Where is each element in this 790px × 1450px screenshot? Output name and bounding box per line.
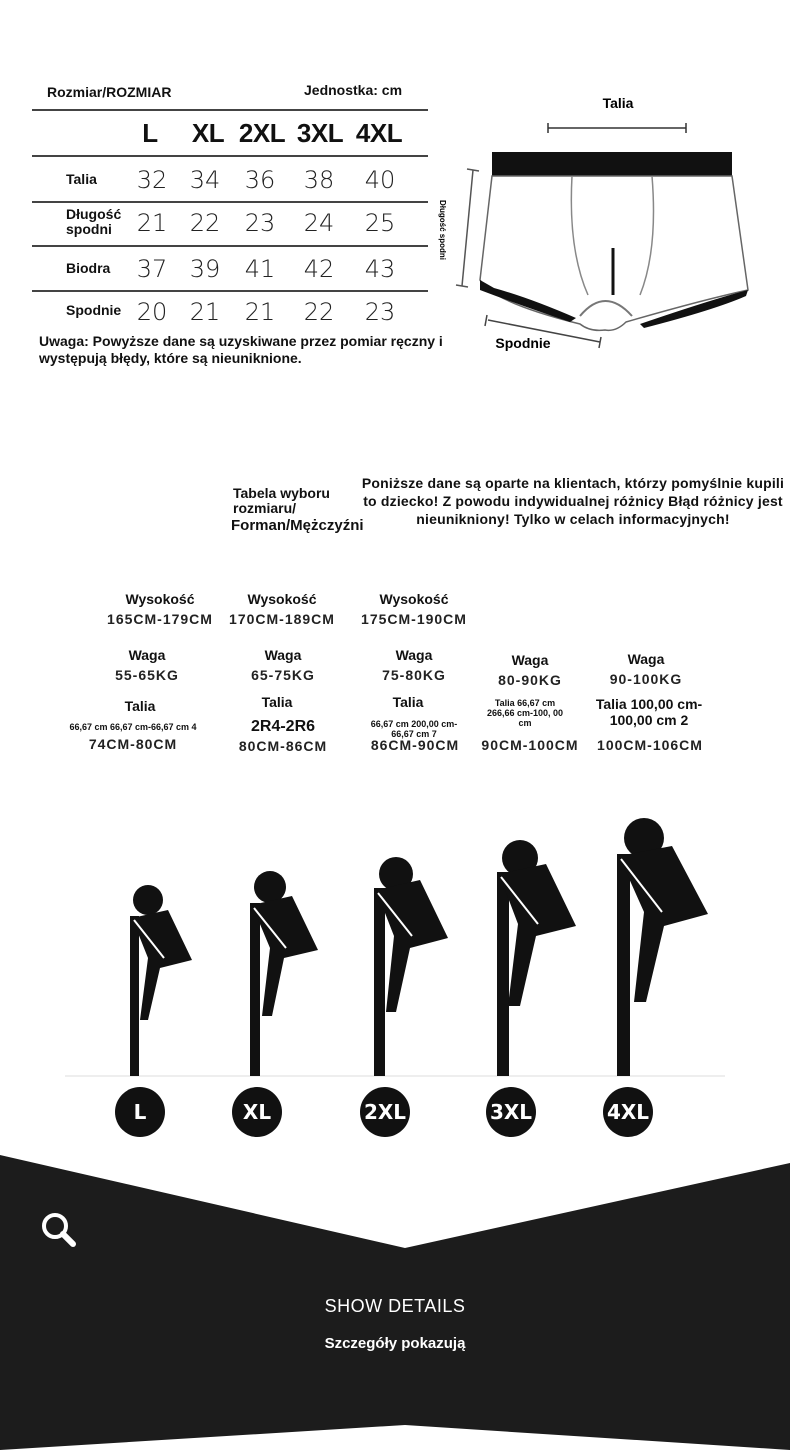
size-header-4xl: 4XL [355,118,403,148]
waist-note: 66,67 cm 200,00 cm-66,67 cm 7 [370,719,458,739]
waist-range: 86CM-90CM [370,737,460,753]
table-unit: Jednostka: cm [304,82,403,98]
size-header-2xl: 2XL [238,118,286,148]
size-column [586,737,714,753]
measurement-note: Uwaga: Powyższe dane są uzyskiwane przez pomiar ręczny i występują błędy, które są nieuniknione. [39,333,443,366]
size-column [328,694,488,710]
table-cell: 40 [364,166,396,194]
table-title: Rozmiar/ROZMIAR [47,84,172,100]
waist-label: Talia [261,694,293,710]
table-divider [32,201,428,203]
show-details-title: SHOW DETAILS [324,1296,466,1316]
size-column [368,719,460,739]
height-label: Wysokość [247,591,317,607]
waist-range: 90CM-100CM [481,737,579,753]
table-divider [32,109,428,111]
height-label: Wysokość [125,591,195,607]
table-cell: 23 [364,298,396,326]
weight-range: 80-90KG [498,672,562,688]
table-cell: 36 [244,166,276,194]
table-cell: 20 [136,298,168,326]
size-table [32,78,428,326]
size-figures [60,808,730,1158]
table-divider [32,155,428,157]
table-cell: 21 [244,298,276,326]
waist-range: 100CM-106CM [597,737,703,753]
height-range: 175CM-190CM [361,611,467,627]
table-cell: 38 [303,166,335,194]
weight-range: 65-75KG [251,667,315,683]
weight-range: 75-80KG [382,667,446,683]
figure-xl [250,871,318,1076]
weight-label: Waga [128,647,166,663]
size-badge-4xl [603,1087,653,1137]
size-badge-xl [232,1087,282,1137]
weight-label: Waga [627,651,665,667]
waist-label: Talia [392,694,424,710]
size-column [482,698,568,728]
svg-text:XL: XL [242,1100,272,1124]
row-label-waist: Talia [66,171,97,187]
table-cell: 22 [303,298,335,326]
row-label-length: Długość spodni [66,206,122,237]
length-measure-line [462,170,473,286]
figure-4xl [617,818,708,1076]
table-cell: 43 [364,255,396,283]
table-cell: 41 [244,255,276,283]
table-cell: 37 [136,255,168,283]
figure-l [130,885,192,1076]
height-range: 165CM-179CM [107,611,213,627]
leg-label: Spodnie [495,335,551,351]
table-cell: 34 [189,166,221,194]
length-label: Długość spodni [438,200,447,260]
waist-note: 66,67 cm 66,67 cm-66,67 cm 4 [69,722,197,732]
size-column [566,651,726,687]
size-header-l: L [142,118,158,148]
weight-label: Waga [511,652,549,668]
table-cell: 24 [303,209,335,237]
table-divider [32,245,428,247]
figure-2xl [374,857,448,1076]
underwear-diagram [430,90,790,370]
table-cell: 39 [189,255,221,283]
size-badge-3xl [486,1087,536,1137]
height-range: 170CM-189CM [229,611,335,627]
table-cell: 42 [303,255,335,283]
weight-range: 90-100KG [609,671,683,687]
size-column [48,722,218,752]
table-cell: 32 [136,166,168,194]
table-cell: 25 [364,209,396,237]
waist-note: Talia 100,00 cm-100,00 cm 2 [595,696,703,728]
waistband [492,152,732,176]
waist-note: 2R4-2R6 [250,718,316,735]
table-cell: 21 [189,298,221,326]
row-label-leg: Spodnie [66,302,122,318]
waist-label: Talia [602,95,634,111]
size-column [585,696,713,728]
table-cell: 23 [244,209,276,237]
size-column [470,737,590,753]
svg-text:3XL: 3XL [489,1100,533,1124]
waist-label: Talia [124,698,156,714]
svg-text:L: L [133,1100,147,1124]
size-header-3xl: 3XL [296,118,344,148]
size-header-xl: XL [191,118,225,148]
svg-text:2XL: 2XL [363,1100,407,1124]
table-cell: 22 [189,209,221,237]
size-badge-l [115,1087,165,1137]
waist-note: Talia 66,67 cm 266,66 cm-100, 00 cm [486,698,564,728]
svg-text:4XL: 4XL [606,1100,650,1124]
table-cell: 21 [136,209,168,237]
size-column [334,591,494,627]
size-column [60,698,220,714]
selection-title: Tabela wyboru rozmiaru/ [233,485,330,516]
figure-3xl [497,840,576,1076]
row-label-hips: Biodra [66,260,111,276]
show-details-subtitle: Szczegóły pokazują [324,1335,466,1352]
selection-disclaimer: Poniższe dane są oparte na klientach, którzy pomyślnie kupili to dziecko! Z powodu indywidualnej różnicy Błąd różnicy jest nieunikniony! Tylko w celach informacyjnych! [361,475,785,527]
weight-label: Waga [264,647,302,663]
waist-range: 80CM-86CM [238,738,328,754]
weight-label: Waga [395,647,433,663]
waist-range: 74CM-80CM [88,736,178,752]
weight-range: 55-65KG [115,667,179,683]
size-badge-2xl [360,1087,410,1137]
height-label: Wysokość [379,591,449,607]
table-divider [32,290,428,292]
selection-subtitle: Forman/Mężczyźni [231,517,364,534]
